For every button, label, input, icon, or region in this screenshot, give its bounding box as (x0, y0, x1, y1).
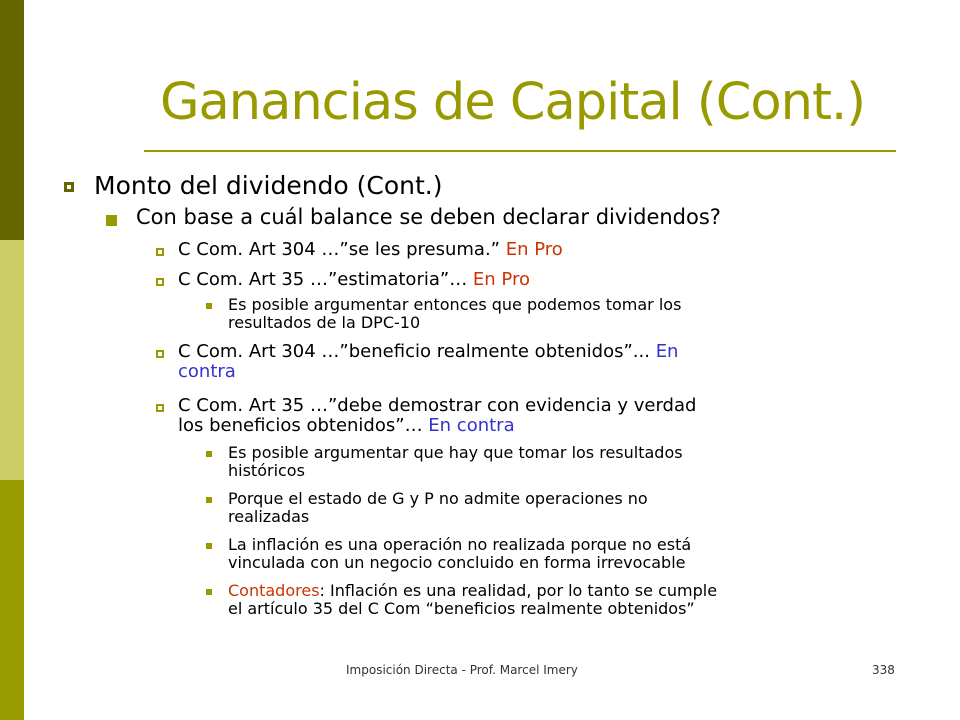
bullet-line: el artículo 35 del C Com “beneficios realmente obtenidos” (228, 598, 695, 618)
bullet-level3 (178, 396, 696, 436)
slide-footer: Imposición Directa - Prof. Marcel Imery (346, 663, 578, 677)
bullet-text: C Com. Art 304 …”se les presuma.” (178, 239, 506, 260)
bullet-line: La inflación es una operación no realizada porque no está (228, 535, 692, 554)
en-pro-tag: En Pro (472, 269, 530, 290)
small-square-bullet-icon (206, 589, 212, 595)
bullet-line: C Com. Art 35 …”debe demostrar con evidencia y verdad (178, 395, 697, 416)
hollow-square-bullet-icon (156, 350, 164, 358)
contadores-tag: Contadores (228, 581, 320, 600)
bullet-level3 (178, 270, 530, 290)
page-number: 338 (872, 663, 895, 677)
bullet-level1: Monto del dividendo (Cont.) (94, 171, 443, 200)
small-square-bullet-icon (206, 543, 212, 549)
slide-title: Ganancias de Capital (Cont.) (160, 73, 866, 132)
bullet-level4 (228, 490, 648, 525)
en-contra-tag: En (655, 341, 679, 362)
hollow-square-bullet-icon (156, 248, 164, 256)
bullet-line: históricos (228, 460, 305, 480)
bullet-text: los beneficios obtenidos”… (178, 414, 429, 436)
small-square-bullet-icon (206, 451, 212, 457)
solid-square-bullet-icon (106, 215, 117, 226)
bullet-line: Porque el estado de G y P no admite operaciones no (228, 489, 648, 508)
bullet-level3 (178, 342, 678, 382)
bullet-text: C Com. Art 35 …”estimatoria”… (178, 269, 473, 290)
small-square-bullet-icon (206, 497, 212, 503)
bullet-line: Es posible argumentar que hay que tomar los resultados (228, 443, 683, 462)
bullet-line: Es posible argumentar entonces que podemos tomar los (228, 295, 682, 314)
bullet-level2: Con base a cuál balance se deben declarar dividendos? (136, 205, 721, 229)
en-pro-tag: En Pro (505, 239, 563, 260)
bullet-line: resultados de la DPC-10 (228, 312, 421, 332)
hollow-square-bullet-icon (156, 404, 164, 412)
bullet-level4 (228, 444, 683, 479)
bullet-text: C Com. Art 304 …”beneficio realmente obtenidos”... (178, 341, 656, 362)
bullet-level4 (228, 536, 691, 571)
bullet-level4 (228, 582, 717, 617)
bullet-level3 (178, 240, 563, 260)
bullet-line: vinculada con un negocio concluido en forma irrevocable (228, 552, 686, 572)
en-contra-tag: En contra (428, 414, 515, 436)
hollow-square-bullet-icon (64, 182, 74, 192)
hollow-square-bullet-icon (156, 278, 164, 286)
bullet-level4 (228, 296, 681, 331)
bullet-line: realizadas (228, 506, 310, 526)
bullet-text: : Inflación es una realidad, por lo tanto se cumple (319, 581, 718, 600)
en-contra-tag: contra (178, 360, 236, 382)
small-square-bullet-icon (206, 303, 212, 309)
